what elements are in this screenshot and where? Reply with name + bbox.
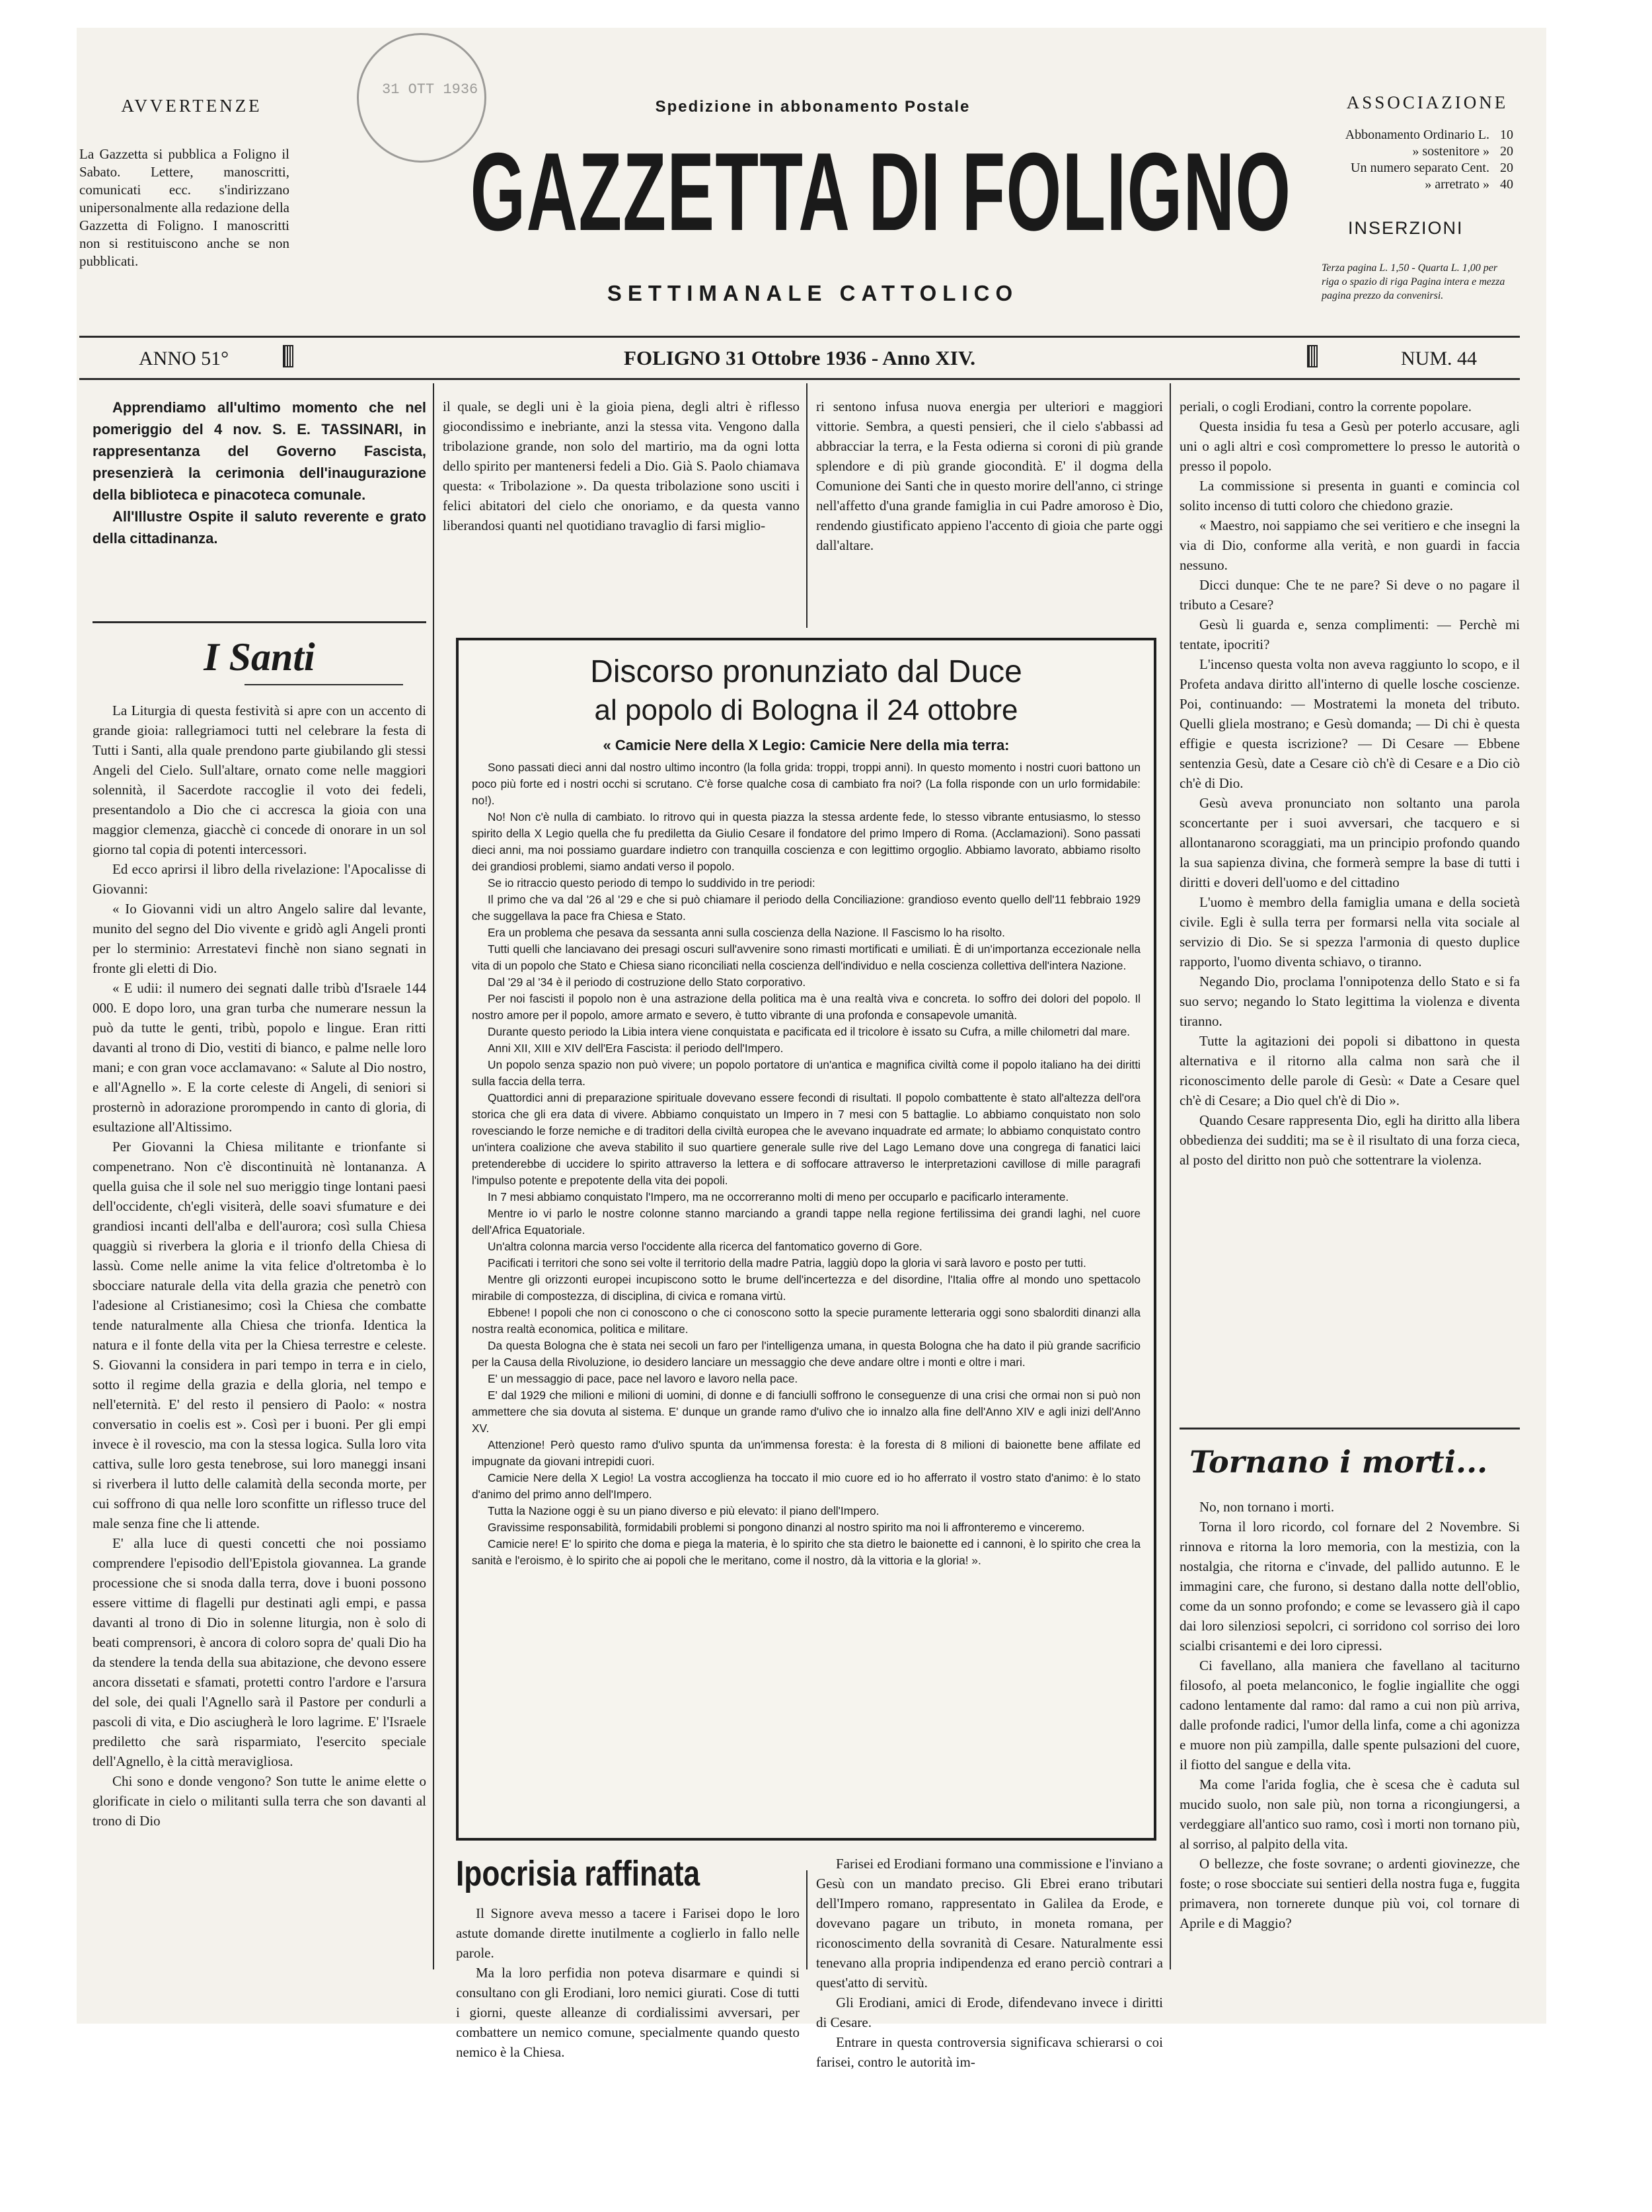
duce-paragraph: Era un problema che pesava da sessanta anni sulla coscienza della Nazione. Il Fascismo lo ha risolto. xyxy=(488,926,1005,939)
rule-top xyxy=(79,336,1520,338)
morti-paragraph: Torna il loro ricordo, col fornare del 2 Novembre. Si rinnova e ritorna la loro memoria, con la mestizia, con la nostalgia, che ritorna e c'invade, del pallido autunno. E le immagini care, che furono, si destano dalla notte dell'oblio, come da un sonno profondo; e come se levassero già il capo dai loro silenziosi sepolcri, ci sorridono col sorriso dei loro scialbi crisantemi e dei loro cipressi. xyxy=(1180,1519,1520,1654)
rule-dateline xyxy=(79,378,1520,380)
duce-paragraph: Un'altra colonna marcia verso l'occidente alla ricerca del fantomatico governo di Gore. xyxy=(488,1240,922,1253)
col4-paragraph: Gesù li guarda e, senza complimenti: — Perchè mi tentate, ipocriti? xyxy=(1180,617,1520,652)
duce-paragraph: Anni XII, XIII e XIV dell'Era Fascista: il periodo dell'Impero. xyxy=(488,1042,784,1055)
ipocrisia-title-wrap xyxy=(456,1854,800,1900)
assoc-row: Un numero separato Cent. 20 xyxy=(1351,161,1513,175)
news-flash-text: Apprendiamo all'ultimo momento che nel pomeriggio del 4 nov. S. E. TASSINARI, in rappresentanza del Governo Fascista, presenzierà la cerimonia dell'inaugurazione della biblioteca e pinacoteca comunale. xyxy=(93,399,426,503)
duce-paragraph: Quattordici anni di preparazione spirituale dovevano essere fecondi di risultati. Il popolo combattente è stato all'altezza dell'ora storica che gli era data di vivere. Abbiamo conquistato un Impero in 7 mesi con 5 battaglie. Lo abbiamo conquistato non solo rovesciando le forze nemiche e di traditori della civiltà europea che le avevano inquadrate ed armate; lo abbiamo conquistato contro un'intera coalizione che aveva stabilito il suo quartiere generale sulle rive del Lago Lemano dove una congrega di fanatici laici pretenderebbe di uccidere lo spirito attraverso la lettera e di soffocare attraverso le interpretazioni cavillose di mille paragrafi l'impulso potente e prepotente della vita dei popoli. xyxy=(472,1091,1141,1187)
col4-paragraph: Dicci dunque: Che te ne pare? Si deve o no pagare il tributo a Cesare? xyxy=(1180,577,1520,613)
associazione-title: ASSOCIAZIONE xyxy=(1346,93,1509,112)
anno-label: ANNO 51° xyxy=(139,348,229,369)
santi-continued-col3 xyxy=(816,397,1163,615)
dateline-center: FOLIGNO 31 Ottobre 1936 - Anno XIV. xyxy=(624,346,975,369)
santi-continued-col2 xyxy=(443,397,800,615)
duce-paragraph: Da questa Bologna che è stata nei secoli un faro per l'intelligenza umana, in questa Bologna che ha dato il più grande sacrificio per la Causa della Rivoluzione, io desidero lanciare un messaggio che deve andare oltre i monti e oltre i mari. xyxy=(472,1339,1141,1369)
col-rule-1 xyxy=(433,383,434,1969)
duce-paragraph: Ebbene! I popoli che non ci conoscono o che ci conoscono sotto la specie puramente letteraria oggi sono sbalorditi dinanzi alla nostra realtà economica, politica e militare. xyxy=(472,1306,1141,1336)
avvertenze-title: AVVERTENZE xyxy=(121,96,262,116)
morti-paragraph: No, non tornano i morti. xyxy=(1199,1499,1335,1515)
col4-paragraph: Questa insidia fu tesa a Gesù per poterlo accusare, agli uni o agli altri e così compromettere lo presso le autorità o presso il popolo. xyxy=(1180,418,1520,474)
duce-paragraph: E' un messaggio di pace, pace nel lavoro e lavoro nella pace. xyxy=(488,1372,798,1385)
duce-paragraph: In 7 mesi abbiamo conquistato l'Impero, ma ne occorreranno molti di meno per occuparlo e pacificarlo interamente. xyxy=(488,1190,1069,1203)
spedizione-text: Spedizione in abbonamento Postale xyxy=(655,98,971,116)
col4-paragraph: Tutte la agitazioni dei popoli si dibattono in questa alternativa e il ritorno alla calma non sarà che il riconoscimento delle parole di Gesù: « Date a Cesare quel ch'è di Cesare; a Dio quel ch'è di Dio ». xyxy=(1180,1033,1520,1108)
duce-paragraph: E' dal 1929 che milioni e milioni di uomini, di donne e di fanciulli soffrono le conseguenze di una crisi che ormai non si può non ammettere che sia dovuta al sistema. E' dunque un grande ramo d'ulivo che io innalzo alla fine dell'Anno XIV e agli inizi dell'Anno XV. xyxy=(472,1389,1141,1435)
rule-morti xyxy=(1180,1428,1520,1430)
assoc-row: Abbonamento Ordinario L. 10 xyxy=(1345,128,1513,142)
col4-paragraph: L'incenso questa volta non aveva raggiunto lo scopo, e il Profeta andava diritto all'interno di quelle losche coscienze. Poi, continuando: — Mostratemi la moneta del tributo. Quelli gliela mostrano; e Gesù domanda; — Di chi è questa effigie e questa iscrizione? — Di Cesare — Ebbene sentenzia Gesù, date a Cesare ciò ch'è di Cesare e a Dio ciò ch'è di Dio. xyxy=(1180,656,1520,791)
col4-paragraph: periali, o cogli Erodiani, contro la corrente popolare. xyxy=(1180,399,1472,414)
col4-paragraph: Negando Dio, proclama l'onnipotenza dello Stato e si fa suo servo; negando lo Stato legittima la violenza e diventa tiranno. xyxy=(1180,973,1520,1029)
duce-paragraph: Mentre gli orizzonti europei incupiscono sotto le brume dell'incertezza e del disordine, l'Italia offre al mondo uno spettacolo mirabile di compostezza, di disciplina, di civica e romana virtù. xyxy=(472,1273,1141,1303)
subtitle: SETTIMANALE CATTOLICO xyxy=(607,281,1019,305)
ipocrisia-col-a xyxy=(456,1903,800,2060)
col4-paragraph: Gesù aveva pronunciato non soltanto una parola sconcertante per i suoi avversari, che tacquero e si allontanarono scoraggiati, ma un principio profondo quando la sua sapienza divina, che formerà sempre la base di tutti i diritti e doveri dell'uomo e del cittadino xyxy=(1180,795,1520,890)
duce-paragraph: Pacificati i territori che sono sei volte il territorio della madre Patria, laggiù dopo la gloria vi sarà lavoro e posto per tutti. xyxy=(488,1256,1086,1270)
duce-paragraph: Il primo che va dal '26 al '29 e che si può chiamare il periodo della Conciliazione: grandioso evento quello dell'11 febbraio 1929 che suggellava la pace fra Chiesa e Stato. xyxy=(472,893,1141,923)
morti-paragraph: Ci favellano, alla maniera che favellano al taciturno filosofo, al poeta melanconico, le foglie ingiallite che oggi cadono lentamente dal ramo: dal ramo a cui non più arriva, dalle profonde radici, l'umor della linfa, come a chi agonizza e muore non più zampilla, dalle spente pulsazioni del cuore, il fiotto del sangue e della vita. xyxy=(1180,1658,1520,1773)
col4-paragraph: La commissione si presenta in guanti e comincia col solito incenso di tutti coloro che chiedono grazie. xyxy=(1180,478,1520,514)
ipocrisia-paragraph: Entrare in questa controversia significava schierarsi o coi farisei, contro le autorità im- xyxy=(816,2034,1163,2070)
duce-paragraph: Un popolo senza spazio non può vivere; un popolo portatore di un'antica e magnifica civiltà come il popolo italiano ha dei diritti sulla faccia della terra. xyxy=(472,1058,1141,1088)
duce-paragraph: Durante questo periodo la Libia intera viene conquistata e pacificata ed il tricolore è issato su Cufra, a mille chilometri dal mare. xyxy=(488,1025,1131,1038)
morti-title: Tornano i morti... xyxy=(1189,1444,1488,1480)
duce-paragraph: Camicie Nere della X Legio! La vostra accoglienza ha toccato il mio cuore ed io ho afferrato il vostro stato d'animo: è lo stato d'animo del primo anno dell'Impero. xyxy=(472,1471,1141,1501)
ipocrisia-paragraph: Gli Erodiani, amici di Erode, difendevano invece i diritti di Cesare. xyxy=(816,1995,1163,2030)
duce-paragraph: Sono passati dieci anni dal nostro ultimo incontro (la folla grida: troppi, troppi anni). In questo momento i nostri cuori battono un poco più forte ed i nostri occhi si scrutano. C'è forse qualche cosa di cambiato fra noi? (La folla risponde con un urlo formidabile: no!). xyxy=(472,761,1141,807)
ipocrisia-title: Ipocrisia raffinata xyxy=(456,1854,700,1893)
col-rule-4 xyxy=(806,1870,807,1969)
col-rule-2 xyxy=(806,383,807,628)
santi-paragraph: Chi sono e donde vengono? Son tutte le anime elette o glorificate in cielo o militanti sulla terra che son davanti al trono di Dio xyxy=(93,1773,426,1829)
ipocrisia-continued xyxy=(1180,397,1520,1418)
rule-santi xyxy=(93,621,426,623)
ornament-right xyxy=(1307,345,1318,367)
duce-paragraph: Dal '29 al '34 è il periodo di costruzione dello Stato corporativo. xyxy=(488,975,806,989)
santi-continued-text: ri sentono infusa nuova energia per ulteriori e maggiori vittorie. Sembra, a questi pensieri, che il cielo s'abbassi ad abbracciar la terra, e la Festa odierna si coroni di più grande splendore e di più grande giocondità. E' il dogma della Comunione dei Santi che in questo morire dell'anno, ci stringe nell'affetto d'una grande famiglia in cui Padre amoroso è Dio, rendendo giustificato appieno l'accento di gioia che parte oggi dall'altare. xyxy=(816,399,1163,553)
ornament-left xyxy=(283,345,293,367)
news-flash xyxy=(93,397,426,619)
duce-speech-text xyxy=(472,759,1141,1569)
col-rule-3 xyxy=(1170,383,1171,1969)
santi-article xyxy=(93,701,426,1966)
duce-paragraph: Mentre io vi parlo le nostre colonne stanno marciando a grandi tappe nella regione fertilissima dei grandi laghi, nel cuore dell'Africa Equatoriale. xyxy=(472,1207,1141,1237)
santi-continued-text: il quale, se degli uni è la gioia piena, degli altri è riflesso giocondissimo e inebriante, anzi la stessa vita. Vengono dalla tribolazione grande, non solo del martirio, ma da ogni lotta dello spirito per mantenersi fedeli a Dio. Già S. Paolo chiamava questa: « Tribolazione ». Da questa tribolazione sono usciti i felici abitatori del cielo che onoriamo, e da questa vanno liberandosi quanti nel quotidiano travaglio di farsi miglio- xyxy=(443,399,800,533)
masthead-wrap xyxy=(278,130,1348,254)
morti-article xyxy=(1180,1497,1520,1969)
duce-paragraph: No! Non c'è nulla di cambiato. Io ritrovo qui in questa piazza la stessa ardente fede, lo stesso vibrante entusiasmo, lo stesso spirito della X Legio quella che fu prediletta da Giulio Cesare il fondatore del primo Impero di Roma. (Acclamazioni). Sono passati dieci anni, ma noi possiamo guardare indietro con tranquilla coscienza e con legittimo orgoglio. Abbiamo lavorato, abbiamo risolto dei grandiosi problemi, siamo andati verso il popolo. xyxy=(472,810,1141,873)
col4-paragraph: Quando Cesare rappresenta Dio, egli ha diritto alla libera obbedienza dei sudditi; ma se è il risultato di una forza cieca, al posto del diritto non può che sottentrare la violenza. xyxy=(1180,1112,1520,1168)
news-flash-greeting: All'Illustre Ospite il saluto reverente e grato della cittadinanza. xyxy=(93,508,426,547)
santi-paragraph: E' alla luce di questi concetti che noi possiamo comprendere l'episodio dell'Epistola giovannea. La grande processione che si snoda dalla terra, dove i buoni possono essere vittime di flagelli pur destinati agli empi, e passa davanti al trono di Dio in solenne liturgia, non è solo di beati comprensori, è ancora di coloro sopra de' quali Dio ha da stendere la tenda della sua abitazione, che devono essere ancora dissetati e sfamati, protetti contro l'ardore e l'arsura del sole, dei quali l'Agnello sarà il Pastore per condurli a pascoli di vita, e Dio asciugherà le loro lagrime. E' l'Israele prediletto che sarà risparmiato, l'esercito speciale dell'Agnello, è la città meravigliosa. xyxy=(93,1535,426,1769)
assoc-row: » arretrato » 40 xyxy=(1425,177,1513,192)
duce-paragraph: Se io ritraccio questo periodo di tempo lo suddivido in tre periodi: xyxy=(488,876,815,890)
duce-paragraph: Attenzione! Però questo ramo d'ulivo spunta da un'immensa foresta: è la foresta di 8 milioni di baionette bene affilate ed impugnate da giovani intrepidi cuori. xyxy=(472,1438,1141,1468)
santi-paragraph: « Io Giovanni vidi un altro Angelo salire dal levante, munito del segno del Dio vivente e gridò agli Angeli pronti per lo sterminio: Arrestatevi finchè non siano segnati in fronte gli eletti di Dio. xyxy=(93,901,426,976)
ipocrisia-paragraph: Il Signore aveva messo a tacere i Farisei dopo le loro astute domande dirette inutilmente a coglierlo in fallo nelle parole. xyxy=(456,1905,800,1961)
masthead-title: GAZZETTA DI FOLIGNO xyxy=(470,130,1292,254)
duce-paragraph: Gravissime responsabilità, formidabili problemi si pongono dinanzi al nostro spirito ma noi li affronteremo e vinceremo. xyxy=(488,1521,1085,1534)
postmark-date: 31 OTT 1936 xyxy=(382,81,478,98)
rule-santi-under xyxy=(244,684,403,685)
associazione-list xyxy=(1295,127,1513,205)
col4-paragraph: « Maestro, noi sappiamo che sei veritiero e che insegni la via di Dio, conforme alla verità, e non guardi in faccia nessuno. xyxy=(1180,517,1520,573)
ipocrisia-paragraph: Ma la loro perfidia non poteva disarmare e quindi si consultano con gli Erodiani, loro nemici giurati. Cose di tutti i giorni, queste alleanze di cordialissimi avversari, per combattere un nemico comune, specialmente quando questo nemico è la Chiesa. xyxy=(456,1965,800,2060)
duce-intro: « Camicie Nere della X Legio: Camicie Nere della mia terra: xyxy=(603,737,1010,753)
duce-paragraph: Per noi fascisti il popolo non è una astrazione della politica ma è una realtà viva e concreta. Io soffro dei dolori del popolo. Il nostro amore per il popolo, amore armato e severo, è tutto vibrante di una profonda e consapevole umanità. xyxy=(472,992,1141,1022)
morti-paragraph: Ma come l'arida foglia, che è scesa che è caduta sul mucido suolo, non sale più, non torna a ricongiungersi, a verdeggiare all'antico suo ramo, così i morti non tornano più, al sorriso, al palpito della vita. xyxy=(1180,1776,1520,1852)
duce-paragraph: Tutta la Nazione oggi è su un piano diverso e più elevato: il piano dell'Impero. xyxy=(488,1504,880,1517)
assoc-row: » sostenitore » 20 xyxy=(1412,144,1513,159)
santi-paragraph: Per Giovanni la Chiesa militante e trionfante si compenetrano. Non c'è discontinuità nè lontananza. A quella guisa che il sole nel suo meriggio tinge lontani paesi dell'occidente, ch'egli visiterà, delle soavi sfumature e dei grandiosi incanti dell'alba e dell'aurora; così sulla Chiesa quaggiù si riverbera la gloria e il trionfo della Chiesa di lassù. Come nelle anime la vita felice d'oltretomba è lo sbocciare naturale della vita della grazia che penetrò con l'adesione al Cristianesimo; così la Chiesa che combatte tende naturalmente alla Chiesa che trionfa. Identica la natura e il fonte della vita per la Chiesa terrestre e celeste. S. Giovanni la considera in pari tempo in terra e in cielo, sotto il regime della grazia e della gloria, nel tempo e nell'eternità. E' del resto il pensiero di Paolo: « nostra conversatio in coelis est ». Così per i buoni. Per gli empi invece è il rovescio, ma con la stessa logica. Sulla loro vita cattiva, sulle loro gesta tenebrose, sui loro maneggi insani si riverbera il lutto delle calamità della seconda morte, per cui soffrono di qua nelle loro sconfitte un riflesso truce del male senza fine che li attende. xyxy=(93,1139,426,1531)
duce-title: Discorso pronunziato dal Duce xyxy=(590,654,1022,689)
santi-paragraph: La Liturgia di questa festività si apre con un accento di grande gioia: rallegriamoci tutti nel celebrare la festa di Tutti i Santi, alla quale prendono parte giubilando gli stessi Angeli del Cielo. Sull'altare, ornato come nelle maggiori solennità, il Sacerdote raccoglie il voto dei fedeli, presentandolo a Dio che ci accresca la gioia con una maggior clemenza, giacchè ci concede di onorare in un sol giorno tal copia di potenti intercessori. xyxy=(93,703,426,857)
santi-paragraph: « E udii: il numero dei segnati dalle tribù d'Israele 144 000. E dopo loro, una gran turba che numerare nessun la può da tutte le genti, tribù, popolo e lingue. Eran ritti davanti al trono di Dio, vestiti di bianco, e palme nelle loro mani; e con gran voce acclamavano: « Salute al Dio nostro, e all'Agnello ». E la corte celeste di Angeli, di seniori si prosternò in adorazione prorompendo in canto di gloria, di esultazione all'Altissimo. xyxy=(93,980,426,1135)
duce-paragraph: Camicie nere! E' lo spirito che doma e piega la materia, è lo spirito che sta dietro le baionette ed i cannoni, è lo spirito che crea la sanità e l'eroismo, è lo spirito che ai popoli che le meritano, come il nostro, dà la vittoria e la gloria! ». xyxy=(472,1537,1141,1567)
avvertenze-text: La Gazzetta si pubblica a Foligno il Sabato. Lettere, manoscritti, comunicati ecc. s'indirizzano unipersonalmente alla redazione della Gazzetta di Foligno. I manoscritti non si restituiscono anche se non pubblicati. xyxy=(79,146,289,269)
santi-paragraph: Ed ecco aprirsi il libro della rivelazione: l'Apocalisse di Giovanni: xyxy=(93,861,426,897)
duce-subtitle: al popolo di Bologna il 24 ottobre xyxy=(594,694,1018,726)
duce-speech-box xyxy=(456,638,1156,1841)
morti-paragraph: O bellezze, che foste sovrane; o ardenti giovinezze, che foste; o rose sbocciate sui sentieri della nostra fuga e, fuggita primavera, non tornerete dunque più voi, col tornare di Aprile e di Maggio? xyxy=(1180,1856,1520,1931)
ipocrisia-col-b xyxy=(816,1854,1163,2070)
ipocrisia-paragraph: Farisei ed Erodiani formano una commissione e l'inviano a Gesù con un mandato preciso. Gli Ebrei erano tributari dell'Impero romano, rappresentato in Galilea da Erode, e dovevano pagare un tributo, in moneta romana, per riconoscimento della sovranità di Cesare. Naturalmente essi tenevano alla propria indipendenza ed erano perciò contrari a quest'atto di servitù. xyxy=(816,1856,1163,1991)
inserzioni-text: Terza pagina L. 1,50 - Quarta L. 1,00 per riga o spazio di riga Pagina intera e mezza pagina prezzo da convenirsi. xyxy=(1322,262,1505,301)
num-label: NUM. 44 xyxy=(1401,348,1478,369)
col4-paragraph: L'uomo è membro della famiglia umana e della società civile. Egli è sulla terra per formarsi nella vita sociale al servizio di Dio. Se si spezza l'armonia di questo duplice rapporto, l'uomo diventa schiavo, o tiranno. xyxy=(1180,894,1520,970)
santi-title: I Santi xyxy=(204,635,315,679)
inserzioni-title: INSERZIONI xyxy=(1348,218,1464,238)
duce-paragraph: Tutti quelli che lanciavano dei presagi oscuri sull'avvenire sono rimasti mortificati e umiliati. È di un'importanza eccezionale nella vita di un popolo che Stato e Chiesa siano riconciliati nella coscienza dell'individuo e nella coscienza collettiva dell'intera Nazione. xyxy=(472,942,1141,972)
